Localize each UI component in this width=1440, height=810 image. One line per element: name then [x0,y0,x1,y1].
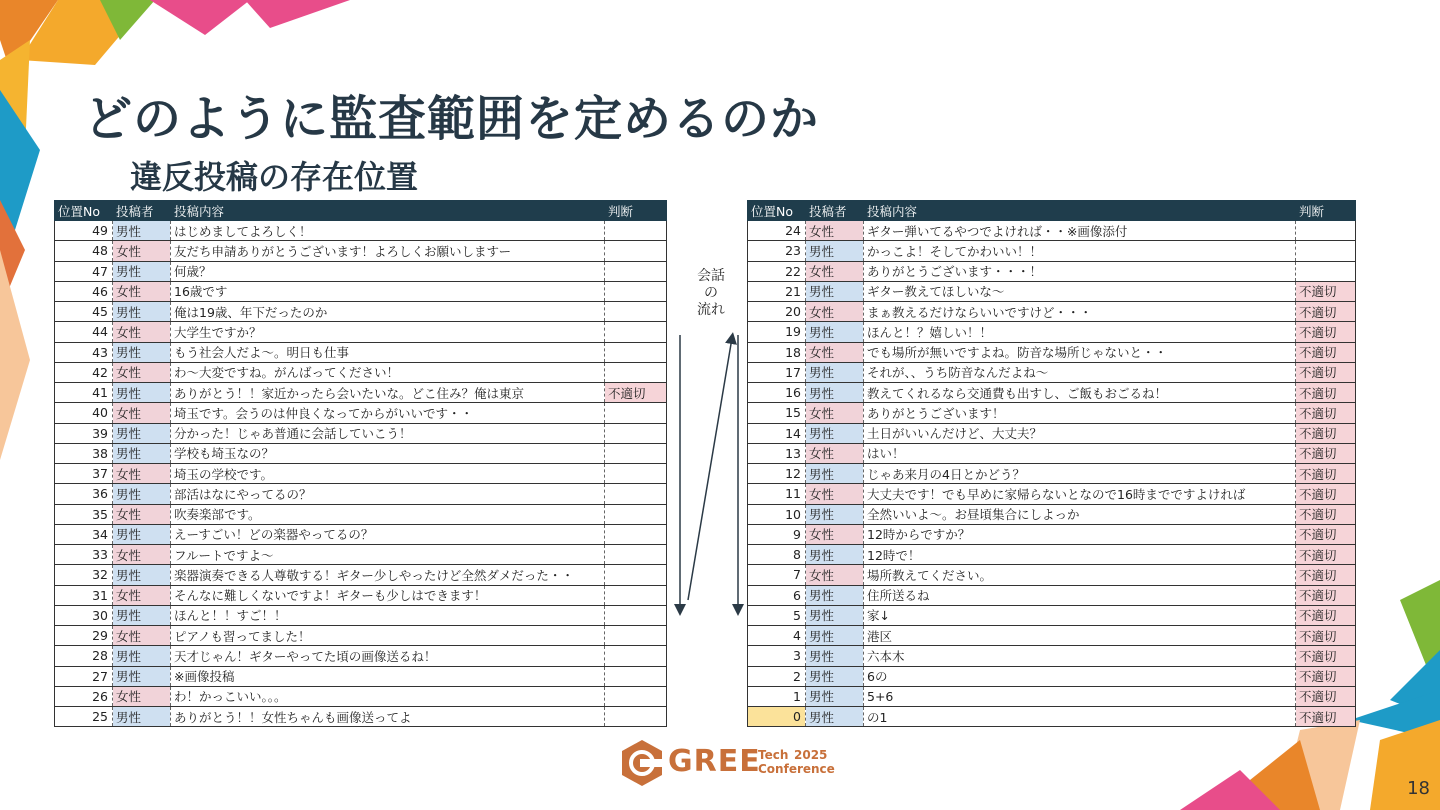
cell-judgment: 不適切 [1296,686,1356,706]
cell-author: 男性 [806,322,864,342]
cell-position-no: 1 [748,686,806,706]
cell-judgment [605,443,667,463]
table-row [748,322,1356,342]
cell-position-no: 26 [55,686,113,706]
cell-content: ※画像投稿 [171,666,605,686]
cell-judgment: 不適切 [1296,342,1356,362]
cell-position-no: 3 [748,646,806,666]
cell-position-no: 23 [748,241,806,261]
cell-position-no: 6 [748,585,806,605]
flow-arrows [668,330,748,620]
col-header-judgment: 判断 [605,201,667,221]
cell-position-no: 8 [748,545,806,565]
cell-content: 6の [864,666,1296,686]
cell-judgment: 不適切 [1296,605,1356,625]
arrow-diagonal-up [688,338,732,600]
cell-author: 男性 [806,545,864,565]
page-title: どのように監査範囲を定めるのか [84,91,820,147]
table-row [55,362,667,382]
cell-judgment: 不適切 [1296,281,1356,301]
cell-author: 男性 [806,281,864,301]
cell-content: 何歳？ [171,261,605,281]
table-row [55,221,667,241]
cell-position-no: 30 [55,605,113,625]
page-number: 18 [1407,778,1430,799]
cell-judgment [605,221,667,241]
cell-author: 男性 [806,707,864,727]
cell-judgment [605,707,667,727]
cell-content: 大学生ですか？ [171,322,605,342]
cell-author: 男性 [806,626,864,646]
table-row [55,464,667,484]
cell-position-no: 15 [748,403,806,423]
cell-position-no: 17 [748,362,806,382]
cell-position-no: 16 [748,383,806,403]
cell-judgment: 不適切 [1296,707,1356,727]
table-row [55,302,667,322]
cell-content: 埼玉です。会うのは仲良くなってからがいいです・・ [171,403,605,423]
cell-content: ありがとう！！女性ちゃんも画像送ってよ [171,707,605,727]
cell-judgment: 不適切 [1296,585,1356,605]
conversation-flow-label [690,268,732,319]
cell-position-no: 40 [55,403,113,423]
col-header-judgment: 判断 [1296,201,1356,221]
table-row [55,443,667,463]
cell-position-no: 13 [748,443,806,463]
table-row [748,261,1356,281]
table-row [55,585,667,605]
col-header-no: 位置No [748,201,806,221]
cell-judgment [605,565,667,585]
cell-content: ありがとう！！家近かったら会いたいな。どこ住み？俺は東京 [171,383,605,403]
table-row [55,686,667,706]
cell-position-no: 14 [748,423,806,443]
cell-judgment: 不適切 [1296,362,1356,382]
cell-content: ほんと！！すご！！ [171,605,605,625]
cell-content: 全然いいよ〜。お昼頃集合にしよっか [864,504,1296,524]
table-row [55,707,667,727]
cell-author: 女性 [806,221,864,241]
cell-position-no: 7 [748,565,806,585]
cell-author: 女性 [113,281,171,301]
cell-judgment [605,423,667,443]
cell-content: の1 [864,707,1296,727]
table-row [55,605,667,625]
cell-author: 男性 [113,221,171,241]
table-row [55,241,667,261]
cell-judgment: 不適切 [1296,545,1356,565]
cell-position-no: 31 [55,585,113,605]
cell-judgment: 不適切 [1296,626,1356,646]
cell-judgment [605,504,667,524]
flow-label-line: の [704,285,718,301]
cell-judgment [605,626,667,646]
left-post-table [54,200,667,727]
cell-author: 女性 [113,362,171,382]
cell-author: 女性 [113,403,171,423]
cell-author: 女性 [806,261,864,281]
col-header-author: 投稿者 [113,201,171,221]
cell-author: 女性 [806,302,864,322]
cell-position-no: 38 [55,443,113,463]
cell-position-no: 35 [55,504,113,524]
cell-judgment: 不適切 [1296,322,1356,342]
cell-judgment [605,646,667,666]
cell-author: 男性 [806,585,864,605]
cell-author: 女性 [113,545,171,565]
table-row [55,383,667,403]
cell-judgment: 不適切 [1296,383,1356,403]
cell-author: 男性 [113,707,171,727]
cell-author: 女性 [113,585,171,605]
cell-judgment [605,666,667,686]
cell-author: 男性 [806,423,864,443]
cell-content: ギター教えてほしいな〜 [864,281,1296,301]
cell-content: フルートですよ〜 [171,545,605,565]
cell-author: 男性 [113,666,171,686]
cell-position-no: 27 [55,666,113,686]
cell-judgment: 不適切 [1296,403,1356,423]
cell-content: 12時で！ [864,545,1296,565]
cell-position-no: 48 [55,241,113,261]
cell-content: 5+6 [864,686,1296,706]
table-row [748,302,1356,322]
cell-content: 俺は19歳、年下だったのか [171,302,605,322]
table-row [748,221,1356,241]
cell-author: 女性 [806,443,864,463]
table-row [748,484,1356,504]
cell-judgment [605,545,667,565]
cell-author: 女性 [806,403,864,423]
cell-author: 男性 [113,342,171,362]
table-row [55,524,667,544]
cell-judgment [605,524,667,544]
cell-position-no: 39 [55,423,113,443]
cell-judgment [605,322,667,342]
cell-position-no: 37 [55,464,113,484]
table-row [748,281,1356,301]
cell-author: 男性 [113,302,171,322]
cell-author: 女性 [113,322,171,342]
cell-author: 男性 [113,524,171,544]
cell-author: 男性 [113,383,171,403]
table-row [55,322,667,342]
logo-conference-text: Conference [758,762,835,776]
right-post-table [747,200,1356,727]
logo-year-text: 2025 [794,748,828,762]
cell-position-no: 32 [55,565,113,585]
cell-content: 学校も埼玉なの？ [171,443,605,463]
table-row [748,666,1356,686]
cell-author: 男性 [806,666,864,686]
cell-content: 教えてくれるなら交通費も出すし、ご飯もおごるね！ [864,383,1296,403]
cell-author: 男性 [806,605,864,625]
cell-content: 大丈夫です！でも早めに家帰らないとなので16時までですよければ [864,484,1296,504]
table-header-row [748,201,1356,221]
cell-position-no: 45 [55,302,113,322]
logo-tech-text: Tech [758,748,789,762]
table-row [748,524,1356,544]
cell-position-no: 20 [748,302,806,322]
cell-position-no: 19 [748,322,806,342]
cell-judgment [605,403,667,423]
cell-judgment [605,464,667,484]
table-row [748,686,1356,706]
cell-content: 12時からですか？ [864,524,1296,544]
cell-judgment [605,605,667,625]
cell-position-no: 5 [748,605,806,625]
cell-judgment [605,686,667,706]
table-row [748,342,1356,362]
gree-tech-conference-logo [616,738,835,788]
flow-label-line: 会話 [697,268,725,284]
cell-judgment [1296,241,1356,261]
cell-author: 女性 [113,686,171,706]
table-row [748,504,1356,524]
flow-label-line: 流れ [697,302,725,318]
cell-content: はじめましてよろしく！ [171,221,605,241]
cell-position-no: 43 [55,342,113,362]
cell-content: 家↓ [864,605,1296,625]
cell-position-no: 36 [55,484,113,504]
cell-judgment [605,302,667,322]
cell-position-no: 44 [55,322,113,342]
cell-position-no: 11 [748,484,806,504]
cell-author: 女性 [113,626,171,646]
table-row [55,423,667,443]
cell-position-no: 47 [55,261,113,281]
cell-position-no: 34 [55,524,113,544]
cell-position-no: 18 [748,342,806,362]
cell-judgment: 不適切 [1296,565,1356,585]
cell-position-no: 29 [55,626,113,646]
cell-content: 埼玉の学校です。 [171,464,605,484]
cell-judgment [605,281,667,301]
cell-content: もう社会人だよ〜。明日も仕事 [171,342,605,362]
cell-position-no: 22 [748,261,806,281]
cell-content: 土日がいいんだけど、大丈夫？ [864,423,1296,443]
cell-content: 吹奏楽部です。 [171,504,605,524]
cell-content: わ〜大変ですね。がんばってください！ [171,362,605,382]
cell-judgment: 不適切 [1296,484,1356,504]
cell-content: 場所教えてください。 [864,565,1296,585]
cell-judgment: 不適切 [605,383,667,403]
cell-judgment [605,362,667,382]
table-row [748,383,1356,403]
cell-position-no: 4 [748,626,806,646]
cell-position-no: 46 [55,281,113,301]
cell-author: 男性 [806,241,864,261]
table-row [748,707,1356,727]
cell-author: 男性 [113,484,171,504]
cell-author: 女性 [113,464,171,484]
cell-content: 分かった！じゃあ普通に会話していこう！ [171,423,605,443]
cell-position-no: 25 [55,707,113,727]
cell-content: 港区 [864,626,1296,646]
table-row [748,423,1356,443]
cell-author: 女性 [806,565,864,585]
logo-brand-text: GREE [668,744,761,779]
col-header-content: 投稿内容 [864,201,1296,221]
cell-content: でも場所が無いですよね。防音な場所じゃないと・・ [864,342,1296,362]
cell-position-no: 10 [748,504,806,524]
cell-judgment: 不適切 [1296,646,1356,666]
cell-content: じゃあ来月の4日とかどう？ [864,464,1296,484]
cell-author: 男性 [113,605,171,625]
cell-content: ありがとうございます・・・！ [864,261,1296,281]
cell-author: 女性 [113,241,171,261]
cell-author: 男性 [113,646,171,666]
table-row [55,626,667,646]
cell-author: 男性 [806,362,864,382]
cell-position-no: 0 [748,707,806,727]
cell-judgment: 不適切 [1296,302,1356,322]
cell-judgment [605,484,667,504]
table-row [55,666,667,686]
col-header-author: 投稿者 [806,201,864,221]
cell-judgment: 不適切 [1296,666,1356,686]
page-subtitle: 違反投稿の存在位置 [130,158,419,196]
table-row [748,464,1356,484]
table-row [55,281,667,301]
cell-judgment [1296,261,1356,281]
cell-content: 住所送るね [864,585,1296,605]
cell-content: 16歳です [171,281,605,301]
cell-position-no: 9 [748,524,806,544]
col-header-no: 位置No [55,201,113,221]
table-row [55,484,667,504]
cell-judgment [605,342,667,362]
table-row [748,403,1356,423]
table-header-row [55,201,667,221]
cell-author: 女性 [806,342,864,362]
cell-judgment: 不適切 [1296,443,1356,463]
cell-judgment [605,261,667,281]
cell-judgment: 不適切 [1296,524,1356,544]
cell-position-no: 49 [55,221,113,241]
cell-judgment: 不適切 [1296,464,1356,484]
cell-position-no: 2 [748,666,806,686]
cell-author: 女性 [806,484,864,504]
cell-content: 天才じゃん！ギターやってた頃の画像送るね！ [171,646,605,666]
table-row [748,585,1356,605]
cell-content: それが、、うち防音なんだよね〜 [864,362,1296,382]
table-row [55,504,667,524]
cell-author: 女性 [113,504,171,524]
table-row [55,342,667,362]
cell-content: 楽器演奏できる人尊敬する！ギター少しやったけど全然ダメだった・・ [171,565,605,585]
cell-position-no: 28 [55,646,113,666]
cell-content: ギター弾いてるやつでよければ・・※画像添付 [864,221,1296,241]
table-row [748,443,1356,463]
cell-content: わ！かっこいい。。。 [171,686,605,706]
cell-author: 男性 [113,261,171,281]
cell-content: ほんと！？嬉しい！！ [864,322,1296,342]
table-row [748,545,1356,565]
cell-author: 女性 [806,524,864,544]
cell-judgment [605,585,667,605]
cell-position-no: 42 [55,362,113,382]
cell-judgment: 不適切 [1296,504,1356,524]
table-row [55,565,667,585]
table-row [748,362,1356,382]
cell-author: 男性 [113,423,171,443]
cell-content: 六本木 [864,646,1296,666]
cell-position-no: 41 [55,383,113,403]
cell-author: 男性 [113,443,171,463]
cell-position-no: 21 [748,281,806,301]
cell-author: 男性 [806,646,864,666]
cell-content: ありがとうございます！ [864,403,1296,423]
table-row [55,261,667,281]
cell-author: 男性 [806,686,864,706]
cell-author: 男性 [113,565,171,585]
col-header-content: 投稿内容 [171,201,605,221]
table-row [55,646,667,666]
cell-author: 男性 [806,464,864,484]
cell-position-no: 33 [55,545,113,565]
cell-judgment [1296,221,1356,241]
table-row [748,241,1356,261]
cell-author: 男性 [806,504,864,524]
cell-position-no: 12 [748,464,806,484]
cell-content: はい！ [864,443,1296,463]
table-row [748,605,1356,625]
table-row [748,565,1356,585]
cell-content: ピアノも習ってました！ [171,626,605,646]
table-row [748,626,1356,646]
cell-content: まぁ教えるだけならいいですけど・・・ [864,302,1296,322]
cell-content: えーすごい！どの楽器やってるの？ [171,524,605,544]
cell-content: かっこよ！そしてかわいい！！ [864,241,1296,261]
cell-content: 部活はなにやってるの？ [171,484,605,504]
cell-judgment [605,241,667,261]
cell-position-no: 24 [748,221,806,241]
table-row [55,403,667,423]
cell-content: そんなに難しくないですよ！ギターも少しはできます！ [171,585,605,605]
table-row [55,545,667,565]
cell-judgment: 不適切 [1296,423,1356,443]
table-row [748,646,1356,666]
cell-author: 男性 [806,383,864,403]
cell-content: 友だち申請ありがとうございます！よろしくお願いしますー [171,241,605,261]
